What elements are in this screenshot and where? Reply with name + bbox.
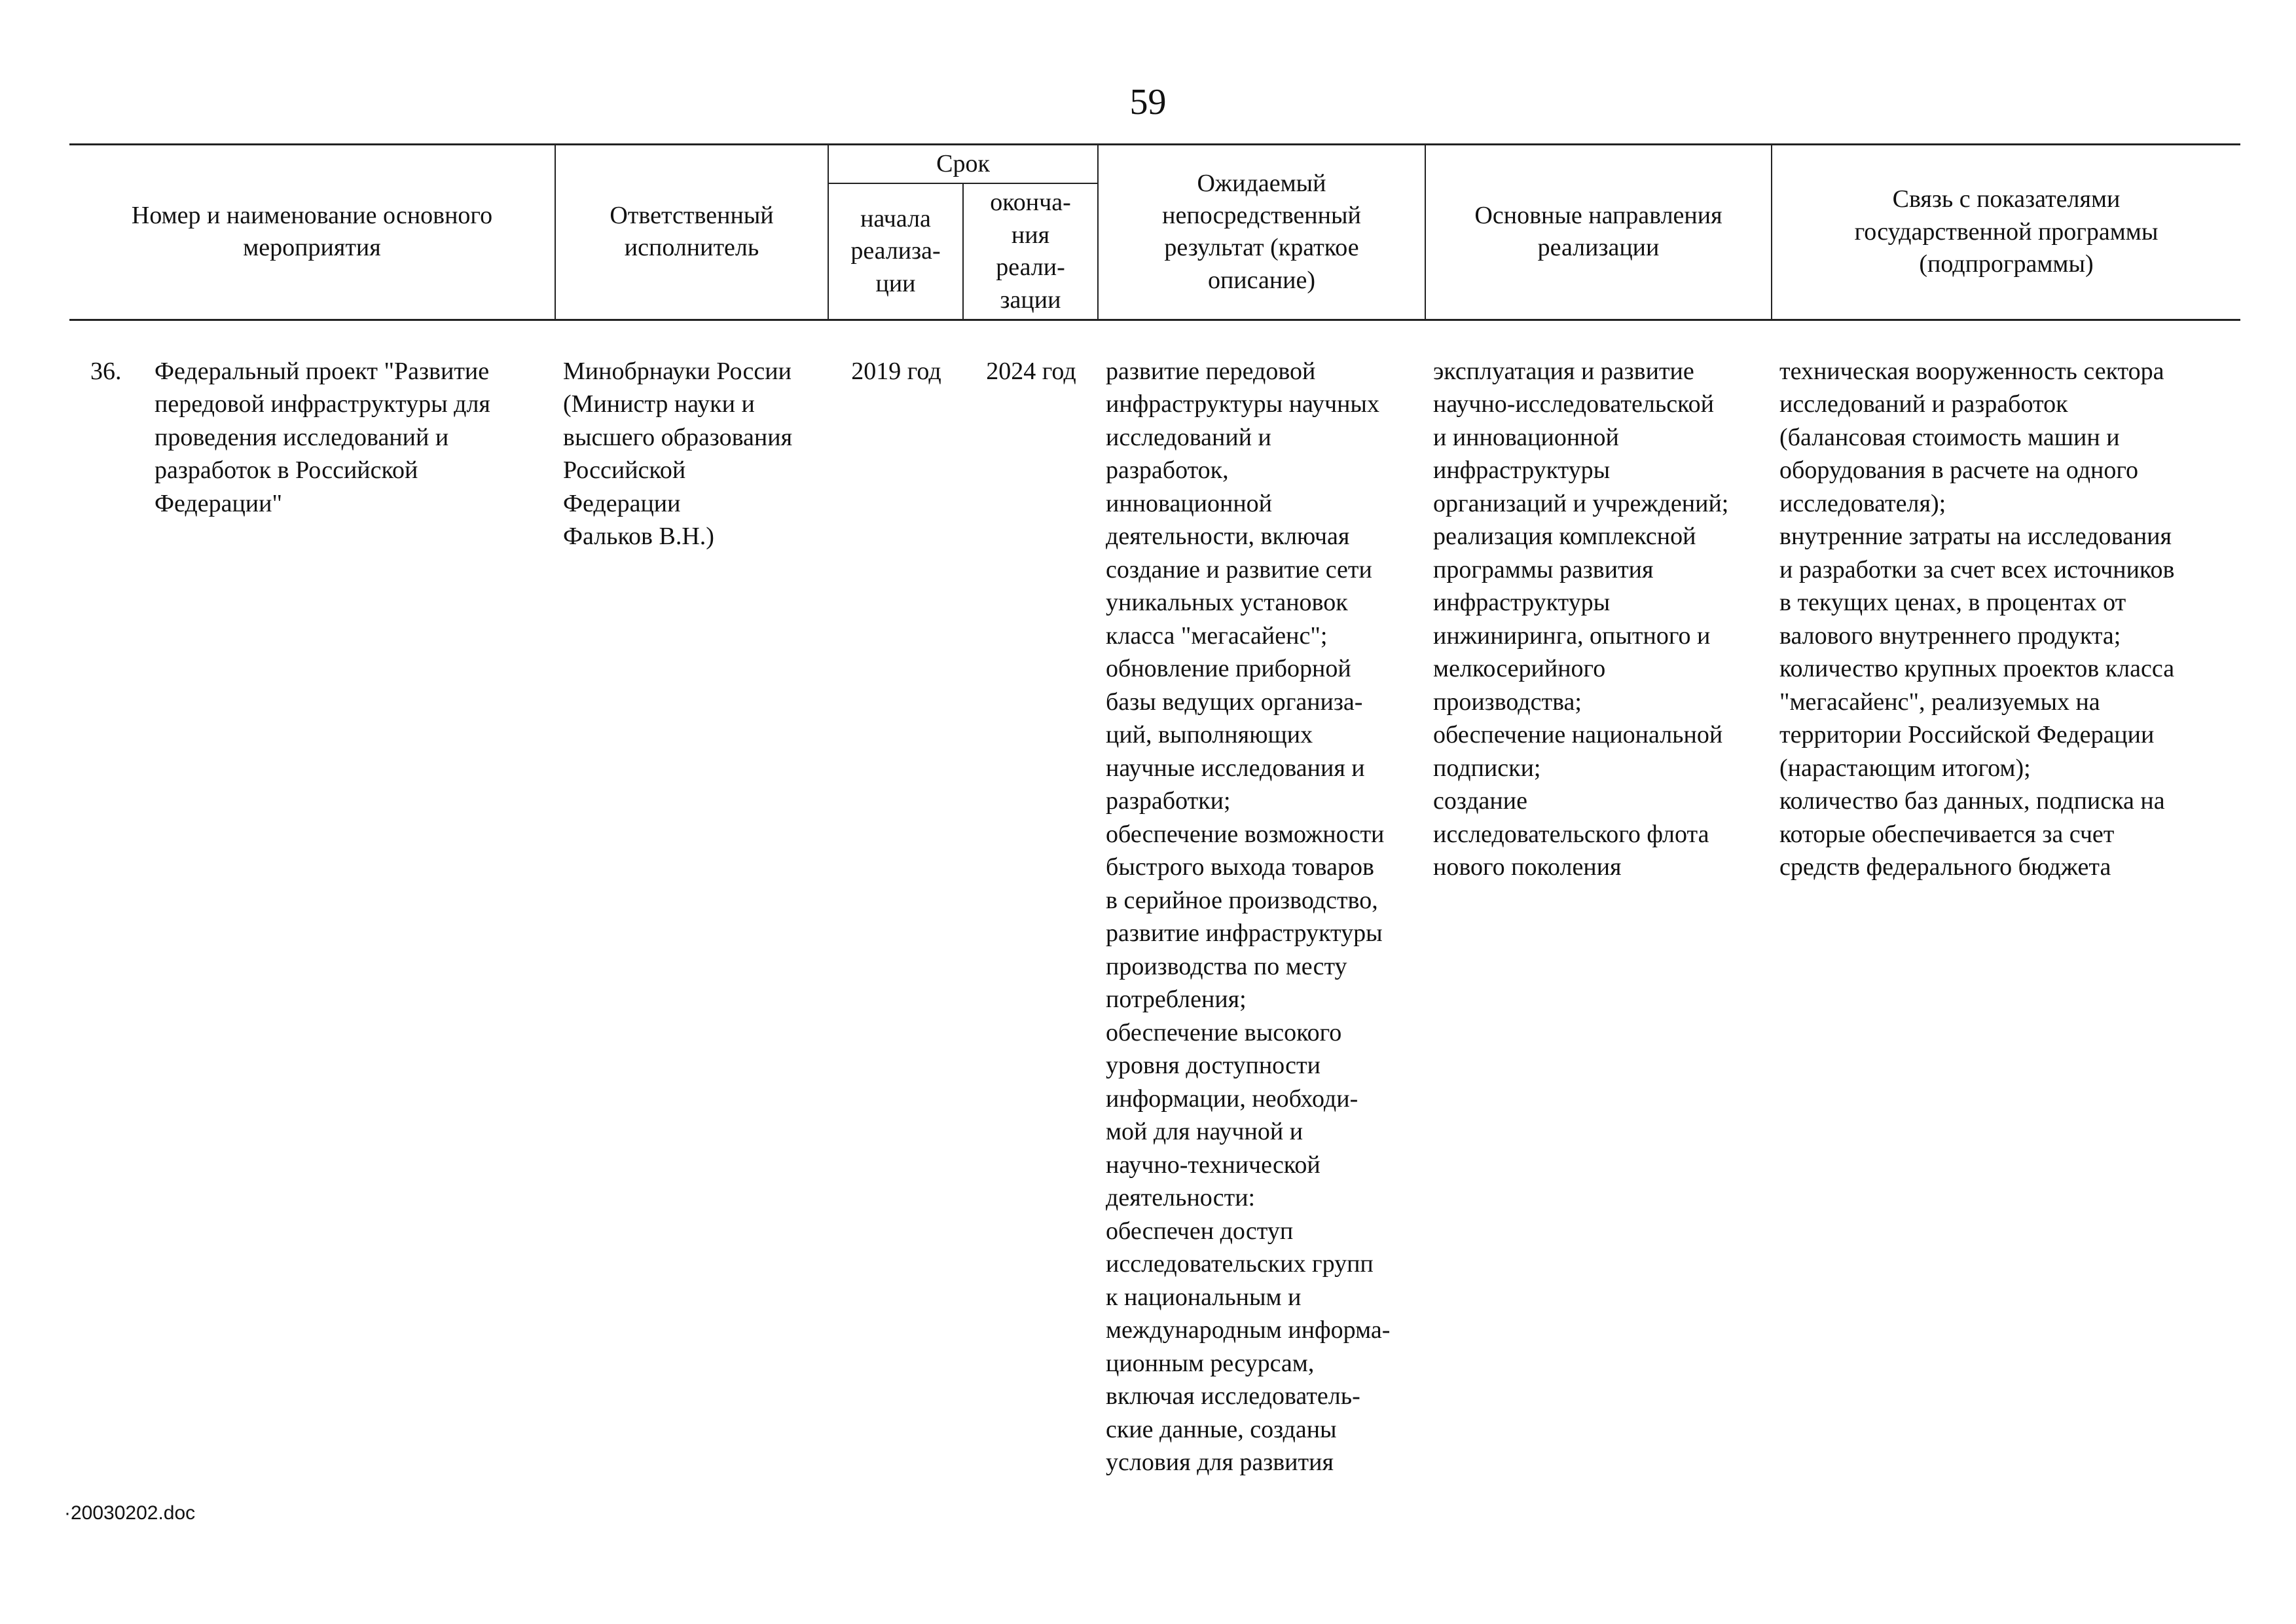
table-header	[69, 145, 2240, 320]
header-term-end: оконча- ния реали- зации	[963, 183, 1098, 320]
cell-measure	[69, 320, 555, 1479]
cell-expected-result: развитие передовой инфраструктуры научных исследований и разработок, инновационной деятельности, включая создание и развитие сети уникальных установок класса "мегасайенс"; обновление приборной базы ведущих организа- ций, выполняющих научные исследования и разработки; обеспечение возможности быстрого выхода товаров в серийное производство, развитие инфраструктуры производства по месту потребления; обеспечение высокого уровня доступности информации, необходи- мой для научной и научно-технической деятельности: обеспечен доступ исследовательских групп к национальным и международным информа- ционным ресурсам, включая исследователь- ские данные, созданы условия для развития	[1106, 357, 1391, 1477]
cell-indicators: техническая вооруженность сектора исследований и разработок (балансовая стоимость машин и оборудования в расчете на одного исследователя); внутренние затраты на исследования и разработки за счет всех источников в текущих ценах, в процентах от валового внутреннего продукта; количество крупных проектов класса "мегасайенс", реализуемых на территории Российской Федерации (нарастающим итогом); количество баз данных, подписка на которые обеспечивается за счет средств федерального бюджета	[1779, 357, 2175, 881]
header-term-start: начала реализа- ции	[828, 183, 963, 320]
footer-filename: ·20030202.doc	[64, 1502, 196, 1524]
measure-name: Федеральный проект "Развитие передовой инфраструктуры для проведения исследований и разработок в Российской Федерации"	[155, 357, 490, 517]
header-indicators: Связь с показателями государственной программы (подпрограммы)	[1772, 145, 2240, 320]
cell-start-year: 2019 год	[851, 357, 941, 385]
cell-directions: эксплуатация и развитие научно-исследовательской и инновационной инфраструктуры организаций и учреждений; реализация комплексной программы развития инфраструктуры инжиниринга, опытного и мелкосерийного производства; обеспечение национальной подписки; создание исследовательского флота нового поколения	[1433, 357, 1729, 881]
header-result: Ожидаемый непосредственный результат (краткое описание)	[1098, 145, 1425, 320]
header-measure: Номер и наименование основного мероприятия	[69, 145, 555, 320]
cell-executor: Минобрнауки России (Министр науки и высшего образования Российской Федерации Фальков В.Н.)	[563, 357, 793, 551]
cell-end-year: 2024 год	[986, 357, 1076, 385]
header-directions: Основные направления реализации	[1425, 145, 1772, 320]
header-term: Срок	[828, 145, 1098, 184]
page-number: 59	[1129, 82, 1167, 122]
measures-table	[69, 143, 2240, 1479]
row-number: 36.	[90, 357, 122, 385]
header-executor: Ответственный исполнитель	[555, 145, 828, 320]
table-row	[69, 320, 2240, 1479]
